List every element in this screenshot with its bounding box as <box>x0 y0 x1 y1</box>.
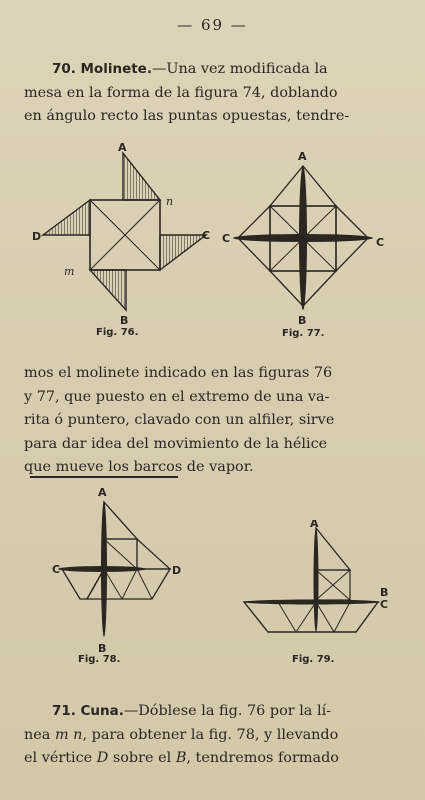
text-line: para dar idea del movimiento de la hélice <box>24 435 328 452</box>
figure-77-caption: Fig. 77. <box>282 328 325 339</box>
label-n: n <box>166 195 174 208</box>
italic-letter: D <box>96 750 109 766</box>
figure-79-caption: Fig. 79. <box>292 654 335 665</box>
label-a: A <box>298 150 307 163</box>
paragraph-70-continued <box>24 362 400 480</box>
figure-78 <box>52 484 192 656</box>
label-d: D <box>32 230 42 243</box>
section-number: 70. <box>52 61 76 77</box>
section-title: Cuna. <box>80 703 124 719</box>
page-number: — 69 — <box>177 16 248 34</box>
paragraph-71 <box>24 700 400 771</box>
text-line: rita ó puntero, clavado con un alfiler, sirve <box>24 412 335 428</box>
figure-76-caption: Fig. 76. <box>96 327 139 338</box>
text-segment: el vértice <box>24 750 97 766</box>
label-b: B <box>98 642 107 655</box>
label-d: D <box>172 564 182 577</box>
figure-76 <box>28 138 218 328</box>
label-c: C <box>202 229 211 242</box>
label-a: A <box>310 520 319 530</box>
label-d: C <box>222 232 231 245</box>
text-line: que mueve los barcos de vapor. <box>24 459 254 475</box>
text-segment: sobre el <box>108 750 176 766</box>
text-segment: nea <box>24 726 55 743</box>
label-c: C <box>52 563 61 576</box>
label-b: B <box>380 586 389 599</box>
italic-letter: B <box>175 750 187 766</box>
section-number: 71. <box>52 703 76 719</box>
label-c: C <box>376 236 385 249</box>
text-line: —Una vez modificada la <box>151 61 328 77</box>
section-title: Molinete. <box>80 61 152 77</box>
label-m: m <box>64 265 75 278</box>
text-line: —Dóblese la fig. 76 por la lí- <box>123 703 332 719</box>
text-segment: , tendremos formado <box>186 750 339 766</box>
label-a: A <box>98 486 107 499</box>
text-line: mos el molinete indicado en las figuras 76 <box>24 365 333 381</box>
text-line: en ángulo recto las puntas opuestas, tendre- <box>24 108 350 124</box>
label-c: C <box>380 598 389 611</box>
text-line: mesa en la forma de la figura 74, doblando <box>24 84 338 101</box>
label-a: A <box>118 141 127 154</box>
text-line: y 77, que puesto en el extremo de una va- <box>24 388 330 405</box>
label-b: B <box>120 314 129 327</box>
figure-78-caption: Fig. 78. <box>78 654 121 665</box>
paragraph-70 <box>24 58 400 129</box>
figure-79 <box>238 520 398 640</box>
underline-mark <box>30 476 178 478</box>
figure-77 <box>218 146 398 326</box>
text-segment: , para obtener la fig. 78, y llevando <box>82 726 339 743</box>
label-b: B <box>298 314 307 326</box>
italic-letters: m n <box>54 726 83 743</box>
